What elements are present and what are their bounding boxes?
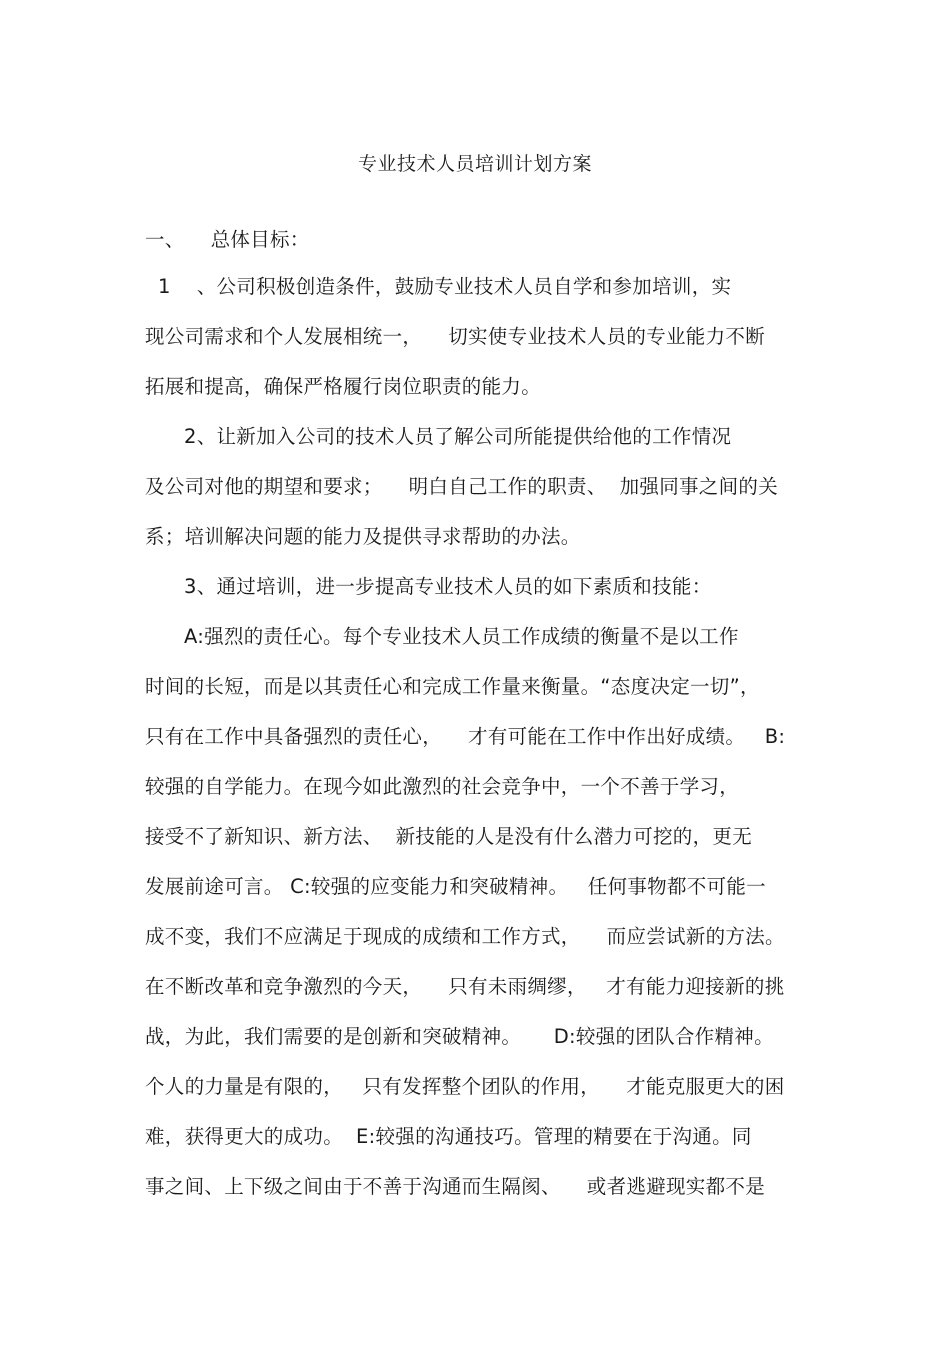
paragraph-line: 成不变，我们不应满足于现成的成绩和工作方式， 而应尝试新的方法。 xyxy=(145,925,785,948)
paragraph-line: A:强烈的责任心。每个专业技术人员工作成绩的衡量不是以工作 xyxy=(145,625,739,648)
paragraph-line: 系；培训解决问题的能力及提供寻求帮助的办法。 xyxy=(145,525,581,548)
paragraph-line: 战，为此，我们需要的是创新和突破精神。 D:较强的团队合作精神。 xyxy=(145,1025,774,1048)
paragraph-line: 事之间、上下级之间由于不善于沟通而生隔阂、 或者逃避现实都不是 xyxy=(145,1175,765,1198)
paragraph-line: 接受不了新知识、新方法、 新技能的人是没有什么潜力可挖的，更无 xyxy=(145,825,752,848)
paragraph-line: 难，获得更大的成功。 E:较强的沟通技巧。管理的精要在于沟通。同 xyxy=(145,1125,752,1148)
paragraph-line: 个人的力量是有限的， 只有发挥整个团队的作用， 才能克服更大的困 xyxy=(145,1075,785,1098)
paragraph-line: 及公司对他的期望和要求； 明白自己工作的职责、 加强同事之间的关 xyxy=(145,475,778,498)
paragraph-line: 只有在工作中具备强烈的责任心， 才有可能在工作中作出好成绩。 B: xyxy=(145,725,786,748)
paragraph-line: 较强的自学能力。在现今如此激烈的社会竞争中，一个不善于学习， xyxy=(145,775,740,798)
paragraph-line: 在不断改革和竞争激烈的今天， 只有未雨绸缪， 才有能力迎接新的挑 xyxy=(145,975,785,998)
paragraph-line: 发展前途可言。 C:较强的应变能力和突破精神。 任何事物都不可能一 xyxy=(145,875,766,898)
paragraph-line: 现公司需求和个人发展相统一， 切实使专业技术人员的专业能力不断 xyxy=(145,325,765,348)
paragraph-line: 1 、公司积极创造条件，鼓励专业技术人员自学和参加培训，实 xyxy=(145,275,732,298)
document-title: 专业技术人员培训计划方案 xyxy=(357,153,592,175)
paragraph-line: 3、通过培训，进一步提高专业技术人员的如下素质和技能： xyxy=(145,575,712,598)
heading-overall-goal: 一、 总体目标： xyxy=(145,228,310,251)
paragraph-line: 拓展和提高，确保严格履行岗位职责的能力。 xyxy=(145,375,542,398)
paragraph-line: 时间的长短，而是以其责任心和完成工作量来衡量。“态度决定一切”， xyxy=(145,675,760,698)
paragraph-line: 2、让新加入公司的技术人员了解公司所能提供给他的工作情况 xyxy=(145,425,732,448)
